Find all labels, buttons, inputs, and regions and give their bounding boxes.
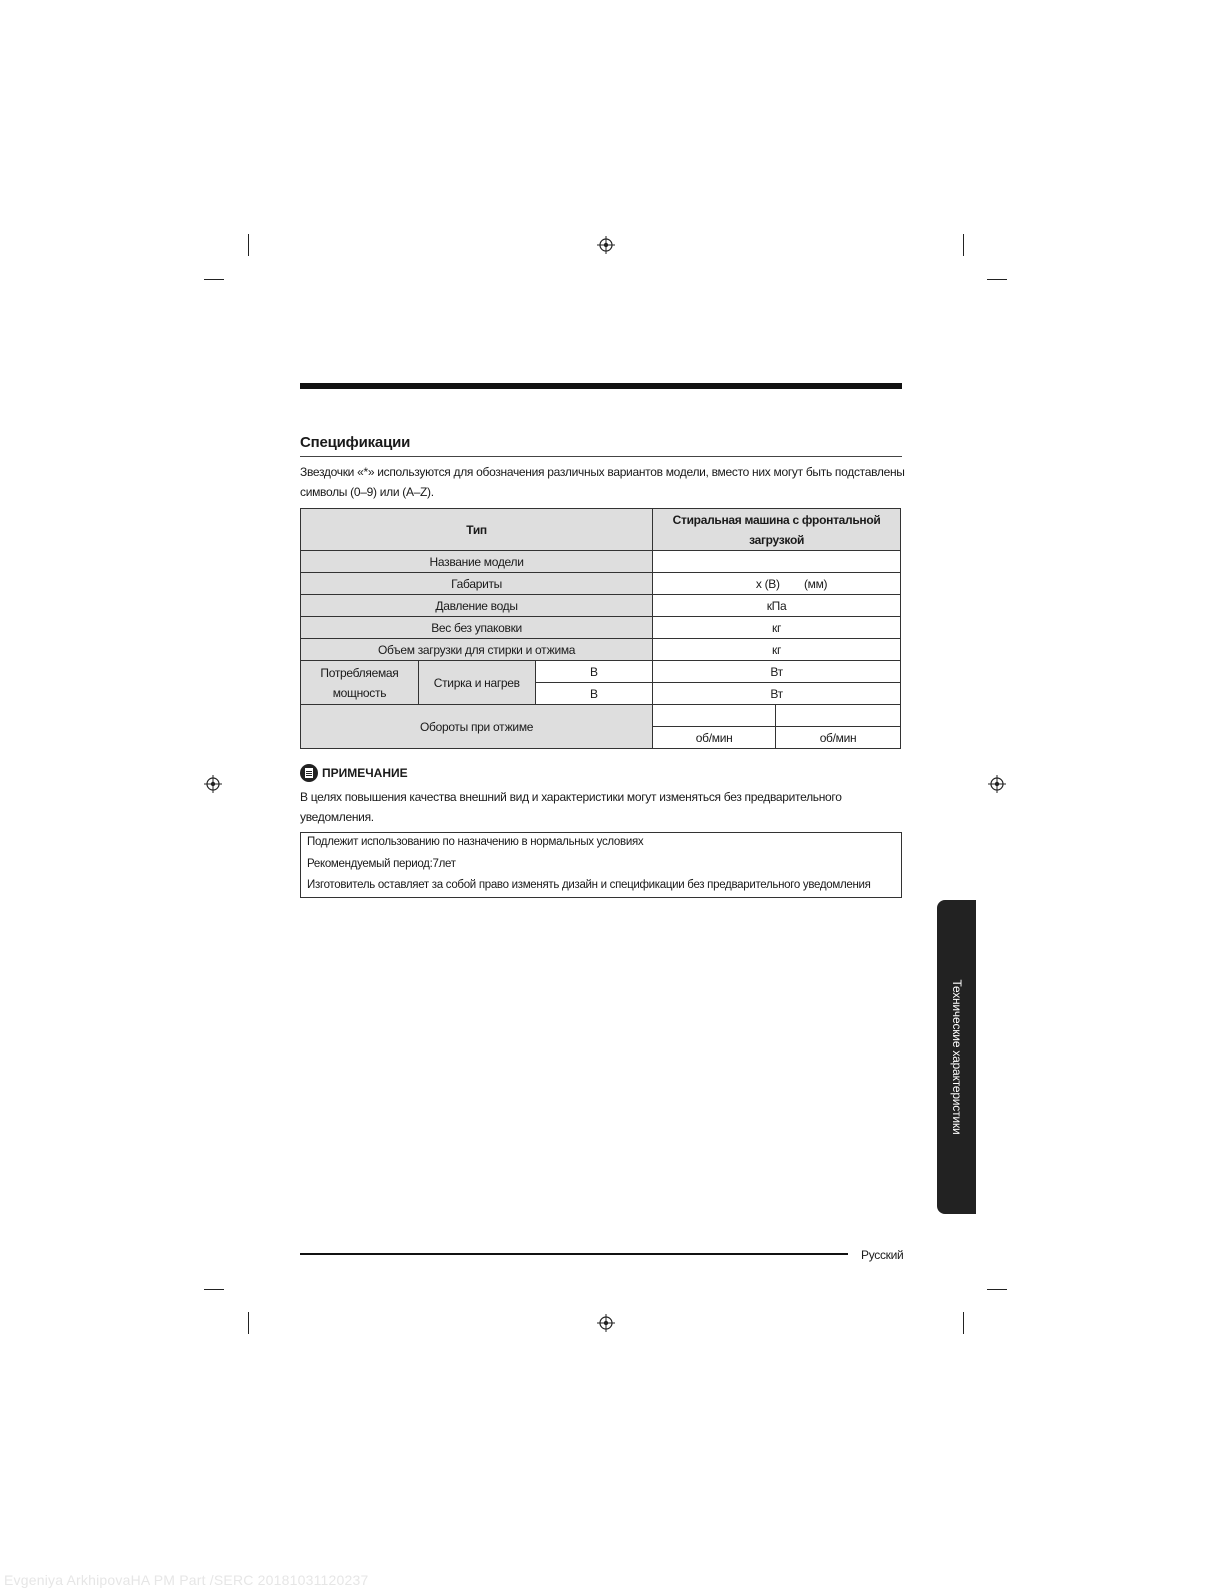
model-name-value (653, 551, 901, 573)
table-row (301, 661, 901, 683)
note-text: В целях повышения качества внешний вид и характеристики могут изменяться без предварительного уведомления. (300, 790, 842, 824)
spin-value-2 (776, 705, 901, 727)
side-tab-label: Технические характеристики (950, 979, 964, 1135)
dimensions-unit: x (В) (мм) (653, 573, 901, 595)
note-heading-label: ПРИМЕЧАНИЕ (322, 766, 408, 780)
registration-mark-icon (597, 1314, 615, 1332)
table-row (301, 595, 901, 617)
load-capacity-label: Объем загрузки для стирки и отжима (301, 639, 653, 661)
info-box (300, 832, 902, 898)
footer-language: Русский (861, 1248, 904, 1262)
registration-mark-icon (988, 775, 1006, 793)
crop-mark-bottom-left (248, 1312, 249, 1334)
crop-mark-bottom-right (963, 1312, 964, 1334)
table-row (301, 509, 901, 551)
section-title: Спецификации (300, 434, 411, 451)
table-row (301, 705, 901, 727)
spin-unit-2: об/мин (776, 727, 901, 749)
net-weight-unit: кг (653, 617, 901, 639)
net-weight-label: Вес без упаковки (301, 617, 653, 639)
power-watts-2: Вт (653, 683, 901, 705)
crop-mark-bottom-right-h (987, 1289, 1007, 1290)
note-icon (300, 764, 318, 782)
spin-label: Обороты при отжиме (301, 705, 653, 749)
note-heading (300, 764, 408, 782)
crop-mark-top-left-h (204, 279, 224, 280)
registration-mark-icon (204, 775, 222, 793)
power-voltage-2: В (535, 683, 653, 705)
section-top-bar (300, 383, 902, 389)
power-voltage-1: В (535, 661, 653, 683)
power-label: Потребляемая мощность (301, 661, 419, 705)
table-row (301, 639, 901, 661)
spin-unit-1: об/мин (653, 727, 776, 749)
watermark: Evgeniya ArkhipovaHA PM Part /SERC 20181031120237 (4, 1572, 369, 1588)
title-underline (300, 456, 902, 457)
info-line-2: Рекомендуемый период:7лет (307, 858, 456, 870)
spec-table (300, 508, 901, 749)
model-name-label: Название модели (301, 551, 653, 573)
crop-mark-bottom-left-h (204, 1289, 224, 1290)
power-sub-label: Стирка и нагрев (418, 661, 535, 705)
water-pressure-unit: кПа (653, 595, 901, 617)
table-row (301, 573, 901, 595)
header-value: Стиральная машина с фронтальной загрузкой (653, 509, 901, 551)
power-watts-1: Вт (653, 661, 901, 683)
header-type: Тип (301, 509, 653, 551)
water-pressure-label: Давление воды (301, 595, 653, 617)
crop-mark-top-right-h (987, 279, 1007, 280)
info-line-3: Изготовитель оставляет за собой право изменять дизайн и спецификации без предварительного уведомления (307, 879, 871, 891)
info-line-1: Подлежит использованию по назначению в нормальных условиях (307, 836, 644, 848)
crop-mark-top-left (248, 234, 249, 256)
spin-value-1 (653, 705, 776, 727)
registration-mark-icon (597, 236, 615, 254)
load-capacity-unit: кг (653, 639, 901, 661)
crop-mark-top-right (963, 234, 964, 256)
section-intro: Звездочки «*» используются для обозначения различных вариантов модели, вместо них могут быть подставлены символы (0–9) или (A–Z). (300, 465, 905, 499)
table-row (301, 551, 901, 573)
dimensions-label: Габариты (301, 573, 653, 595)
footer-rule (300, 1253, 848, 1255)
table-row (301, 617, 901, 639)
